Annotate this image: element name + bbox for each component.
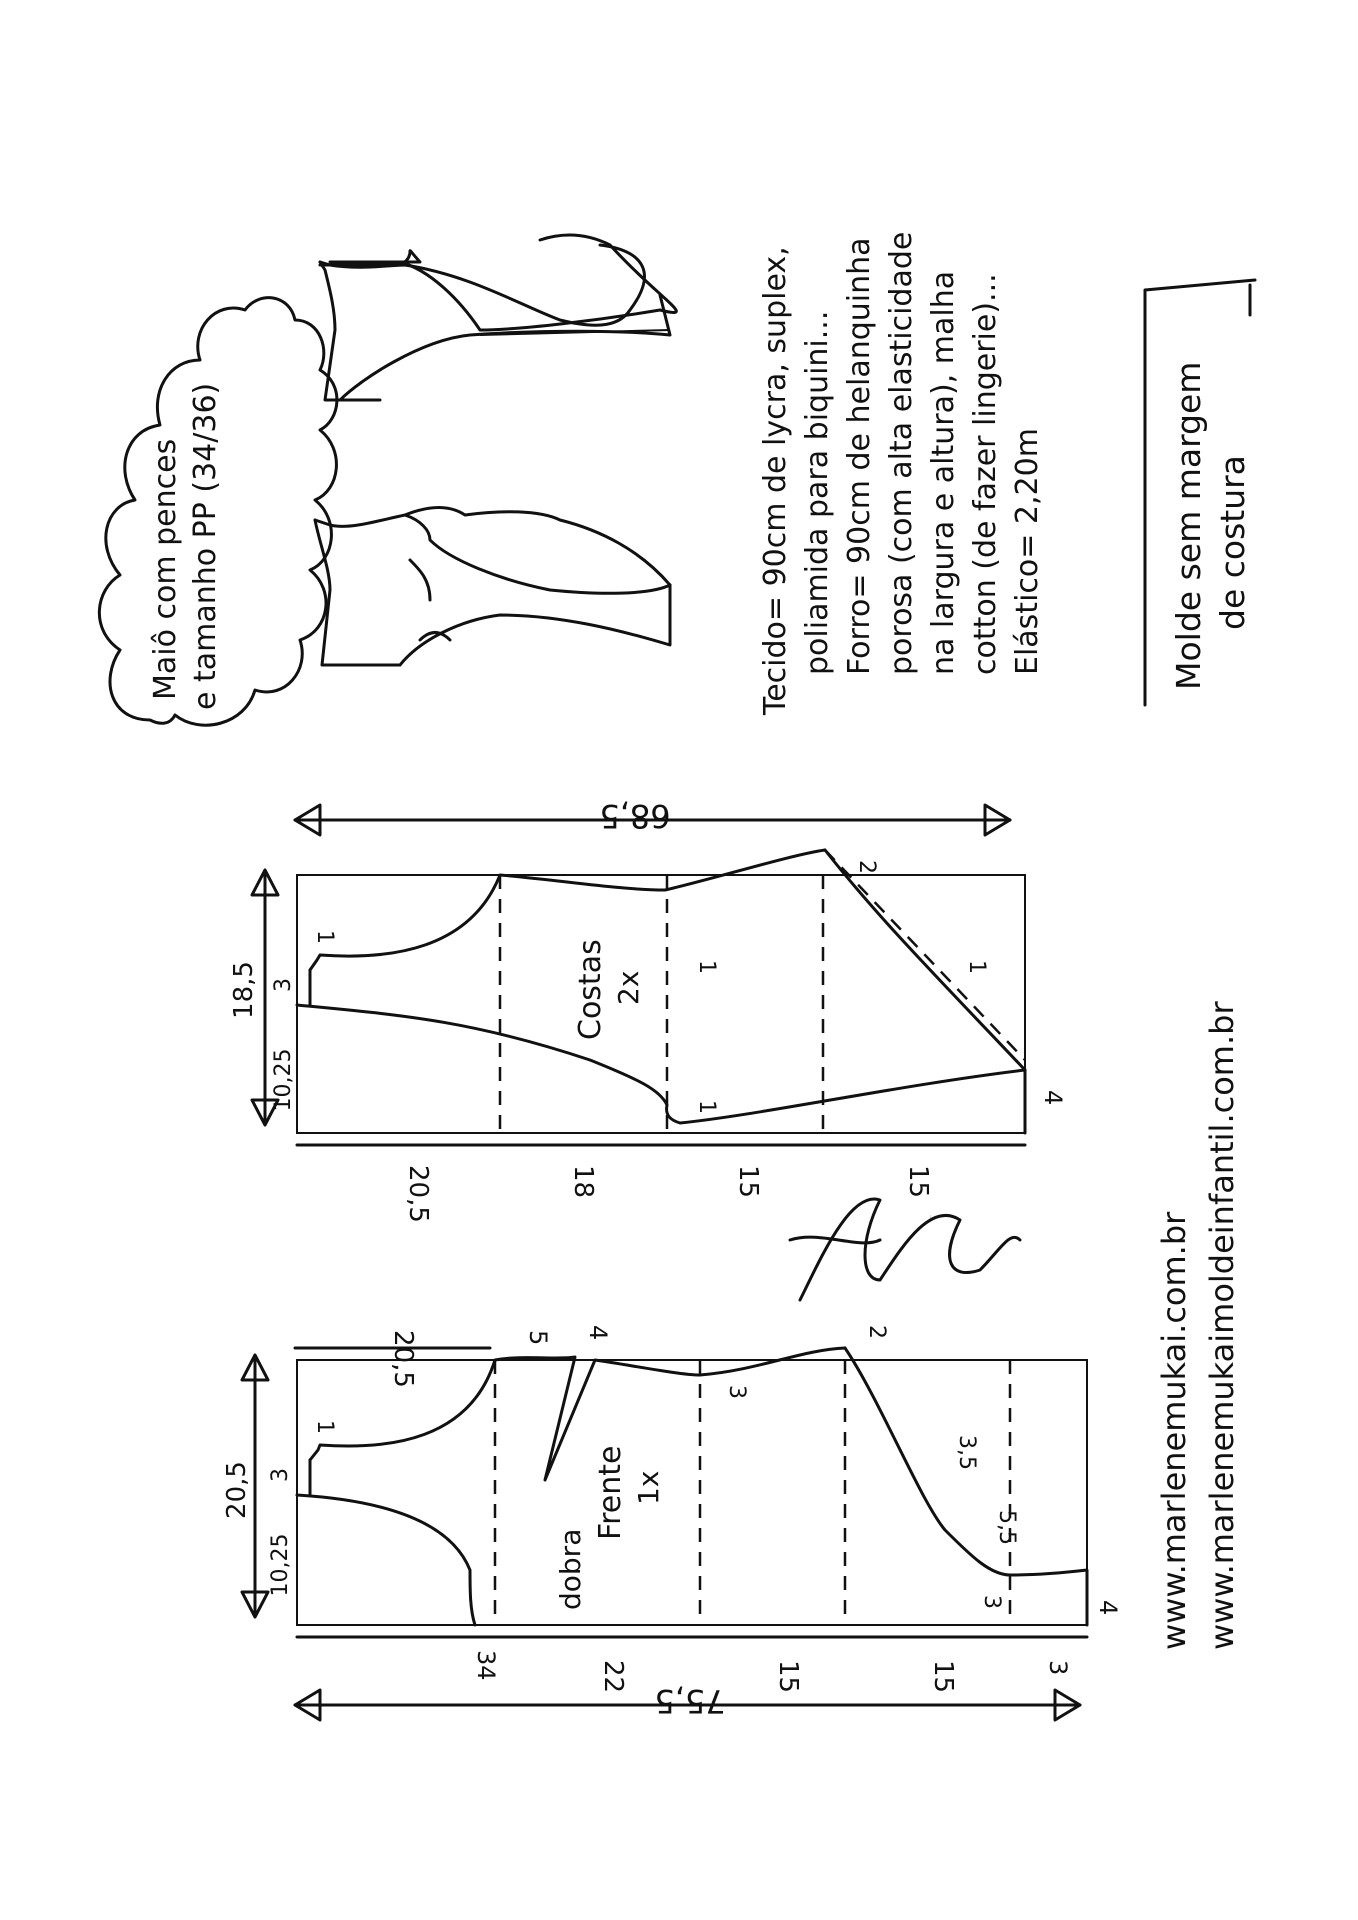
websites [1155, 1001, 1241, 1650]
front-bottom-1: 34 [472, 1650, 500, 1681]
materials-line6: cotton (de fazer lingerie)... [968, 273, 1003, 675]
back-bottom-2: 18 [568, 1165, 598, 1199]
front-left-upper: 3 [268, 1468, 293, 1482]
back-bottom-1: 20,5 [403, 1165, 433, 1223]
front-total-width: 75,5 [654, 1682, 726, 1720]
front-bottom-5: 3 [1044, 1660, 1072, 1676]
website-2: www.marlenemukaimoldeinfantil.com.br [1203, 1001, 1241, 1650]
back-bottom-3: 15 [733, 1165, 763, 1199]
materials-line7: Elástico= 2,20m [1010, 428, 1045, 675]
front-pattern-piece [222, 1325, 1122, 1720]
materials-text [758, 232, 1045, 716]
seam-allowance-note [1145, 280, 1255, 705]
front-fold: dobra [554, 1528, 587, 1610]
front-dart-5: 5 [524, 1330, 552, 1346]
front-bottom-2: 22 [598, 1660, 628, 1694]
front-bottom-3: 15 [773, 1660, 803, 1694]
front-height: 20,5 [222, 1461, 252, 1519]
back-tick-1c: 1 [694, 1100, 719, 1114]
back-right: 4 [1039, 1090, 1067, 1106]
materials-line3: Forro= 90cm de helanquinha [842, 237, 877, 675]
front-label: Frente [593, 1445, 628, 1540]
front-dart-4: 4 [584, 1325, 612, 1341]
front-top-2: 2 [864, 1325, 889, 1339]
back-tick-1a: 1 [312, 930, 337, 944]
back-left-lower: 10,25 [271, 1048, 296, 1112]
signature-text: Marlene Mukai [929, 1215, 930, 1223]
materials-line2: poliamida para biquini... [800, 310, 835, 675]
website-1: www.marlenemukai.com.br [1155, 1211, 1193, 1650]
back-pattern-piece [229, 797, 1067, 1223]
note-line2: de costura [1213, 455, 1252, 630]
title-line1: Maiô com pences [148, 438, 183, 700]
signature [790, 1199, 1020, 1300]
back-bottom-4: 15 [903, 1165, 933, 1199]
back-total-width: 68,5 [599, 797, 671, 835]
swimsuit-back-sketch [320, 235, 676, 400]
materials-line1: Tecido= 90cm de lycra, suplex, [758, 246, 793, 715]
front-bottom-4: 15 [928, 1660, 958, 1694]
front-right: 4 [1094, 1600, 1122, 1616]
back-height: 18,5 [229, 961, 259, 1019]
back-left-upper: 3 [271, 978, 296, 992]
front-tick-1: 1 [312, 1420, 337, 1434]
front-curve-55: 5,5 [994, 1510, 1019, 1545]
back-tick-1d: 1 [964, 960, 989, 974]
front-left-lower: 10,25 [268, 1533, 293, 1597]
back-count: 2x [612, 970, 645, 1005]
front-top-width: 20,5 [388, 1330, 418, 1388]
back-label: Costas [573, 939, 608, 1040]
title-cloud [99, 298, 337, 726]
back-tick-1b: 1 [694, 960, 719, 974]
back-top-2: 2 [854, 860, 879, 874]
materials-line5: na largura e altura), malha [926, 270, 961, 675]
title-line2: e tamanho PP (34/36) [188, 382, 223, 710]
front-count: 1x [632, 1470, 665, 1505]
front-dart-3: 3 [724, 1385, 749, 1399]
note-line1: Molde sem margem [1169, 361, 1208, 690]
materials-line4: porosa (com alta elasticidade [884, 231, 919, 675]
front-mid-3: 3 [979, 1595, 1004, 1609]
front-curve-35: 3,5 [954, 1435, 979, 1470]
swimsuit-front-sketch [315, 508, 670, 666]
